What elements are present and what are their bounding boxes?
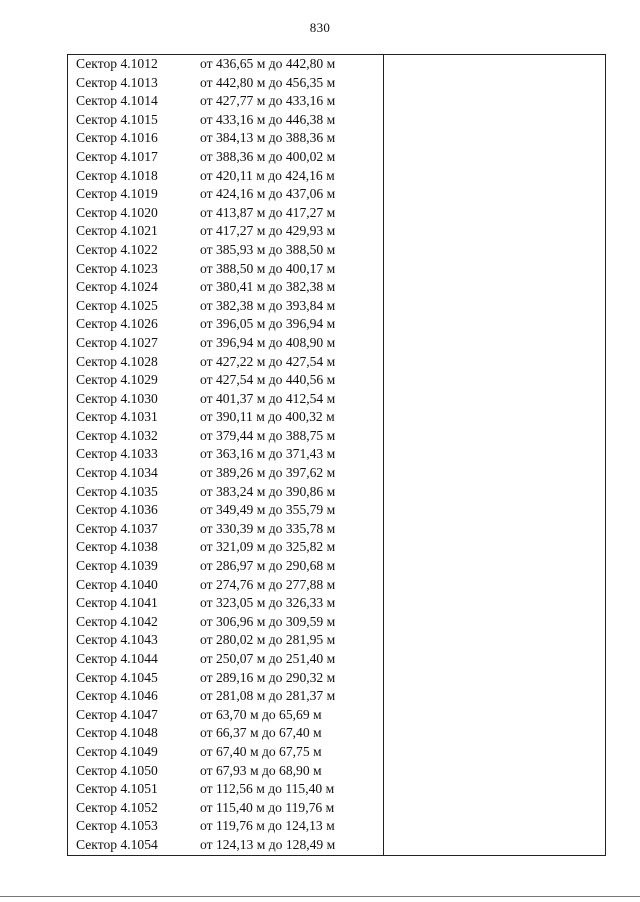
sector-name: Сектор 4.1018 (76, 167, 158, 183)
table-row (68, 297, 606, 316)
sector-cell (68, 297, 384, 316)
empty-cell (384, 557, 606, 576)
sector-name: Сектор 4.1047 (76, 706, 158, 722)
empty-cell (384, 501, 606, 520)
sector-name: Сектор 4.1052 (76, 799, 158, 815)
table-row (68, 241, 606, 260)
table-row (68, 520, 606, 539)
empty-cell (384, 148, 606, 167)
sector-cell (68, 241, 384, 260)
table-row (68, 464, 606, 483)
sector-range: от 396,94 м до 408,90 м (200, 334, 336, 350)
table-row (68, 762, 606, 781)
empty-cell (384, 576, 606, 595)
sector-name: Сектор 4.1038 (76, 539, 158, 555)
sector-range: от 274,76 м до 277,88 м (200, 576, 336, 592)
sector-name: Сектор 4.1031 (76, 409, 158, 425)
sector-cell (68, 464, 384, 483)
sector-cell (68, 631, 384, 650)
empty-cell (384, 408, 606, 427)
empty-cell (384, 111, 606, 130)
sector-name: Сектор 4.1015 (76, 111, 158, 127)
table-row (68, 780, 606, 799)
sector-cell (68, 353, 384, 372)
sector-range: от 306,96 м до 309,59 м (200, 613, 336, 629)
sector-range: от 442,80 м до 456,35 м (200, 74, 336, 90)
sector-name: Сектор 4.1029 (76, 372, 158, 388)
sector-cell (68, 520, 384, 539)
empty-cell (384, 427, 606, 446)
sector-name: Сектор 4.1054 (76, 836, 158, 852)
table-row (68, 483, 606, 502)
table-row (68, 204, 606, 223)
table-row (68, 445, 606, 464)
sector-cell (68, 408, 384, 427)
empty-cell (384, 241, 606, 260)
empty-cell (384, 185, 606, 204)
sector-name: Сектор 4.1024 (76, 279, 158, 295)
table-row (68, 427, 606, 446)
sector-name: Сектор 4.1034 (76, 465, 158, 481)
empty-cell (384, 445, 606, 464)
sector-range: от 401,37 м до 412,54 м (200, 390, 336, 406)
table-row (68, 613, 606, 632)
sector-range: от 63,70 м до 65,69 м (200, 706, 322, 722)
sector-name: Сектор 4.1050 (76, 762, 158, 778)
empty-cell (384, 74, 606, 93)
sector-name: Сектор 4.1039 (76, 558, 158, 574)
sector-range: от 427,77 м до 433,16 м (200, 93, 336, 109)
table-row (68, 334, 606, 353)
sector-cell (68, 111, 384, 130)
sector-cell (68, 334, 384, 353)
empty-cell (384, 613, 606, 632)
sector-range: от 379,44 м до 388,75 м (200, 427, 336, 443)
sector-range: от 433,16 м до 446,38 м (200, 111, 336, 127)
sector-range: от 349,49 м до 355,79 м (200, 502, 336, 518)
empty-cell (384, 390, 606, 409)
sector-range: от 396,05 м до 396,94 м (200, 316, 336, 332)
table-row (68, 743, 606, 762)
sector-name: Сектор 4.1049 (76, 743, 158, 759)
empty-cell (384, 836, 606, 855)
sector-name: Сектор 4.1042 (76, 613, 158, 629)
sector-cell (68, 55, 384, 74)
table-row (68, 408, 606, 427)
sector-range: от 390,11 м до 400,32 м (200, 409, 335, 425)
sector-cell (68, 129, 384, 148)
sector-range: от 389,26 м до 397,62 м (200, 465, 336, 481)
sector-cell (68, 371, 384, 390)
table-row (68, 167, 606, 186)
empty-cell (384, 631, 606, 650)
sector-cell (68, 390, 384, 409)
sector-cell (68, 762, 384, 781)
sector-cell (68, 222, 384, 241)
table-row (68, 706, 606, 725)
sector-range: от 115,40 м до 119,76 м (200, 799, 335, 815)
sector-name: Сектор 4.1051 (76, 781, 158, 797)
sector-range: от 417,27 м до 429,93 м (200, 223, 336, 239)
sector-range: от 384,13 м до 388,36 м (200, 130, 336, 146)
table-row (68, 222, 606, 241)
table-row (68, 631, 606, 650)
sector-name: Сектор 4.1021 (76, 223, 158, 239)
table-row (68, 538, 606, 557)
sector-name: Сектор 4.1040 (76, 576, 158, 592)
empty-cell (384, 594, 606, 613)
page-bottom-rule (0, 896, 640, 897)
empty-cell (384, 315, 606, 334)
table-row (68, 817, 606, 836)
sector-name: Сектор 4.1033 (76, 446, 158, 462)
sector-range: от 383,24 м до 390,86 м (200, 483, 336, 499)
table-row (68, 390, 606, 409)
table-row (68, 557, 606, 576)
empty-cell (384, 334, 606, 353)
table-row (68, 501, 606, 520)
sector-range: от 289,16 м до 290,32 м (200, 669, 336, 685)
sector-cell (68, 780, 384, 799)
sector-cell (68, 576, 384, 595)
sector-range: от 250,07 м до 251,40 м (200, 651, 336, 666)
table-row (68, 129, 606, 148)
empty-cell (384, 799, 606, 818)
sector-name: Сектор 4.1013 (76, 74, 158, 90)
empty-cell (384, 538, 606, 557)
sector-range: от 436,65 м до 442,80 м (200, 56, 336, 71)
table-row (68, 669, 606, 688)
sector-name: Сектор 4.1037 (76, 520, 158, 536)
sector-cell (68, 669, 384, 688)
sector-range: от 363,16 м до 371,43 м (200, 446, 336, 462)
sector-range: от 66,37 м до 67,40 м (200, 725, 322, 741)
empty-cell (384, 464, 606, 483)
table-row (68, 353, 606, 372)
sector-cell (68, 204, 384, 223)
sector-name: Сектор 4.1027 (76, 334, 158, 350)
sector-cell (68, 799, 384, 818)
sector-range: от 382,38 м до 393,84 м (200, 297, 336, 313)
sector-range: от 280,02 м до 281,95 м (200, 632, 336, 648)
sector-name: Сектор 4.1012 (76, 56, 158, 71)
table-row (68, 836, 606, 855)
empty-cell (384, 167, 606, 186)
sector-name: Сектор 4.1016 (76, 130, 158, 146)
table-row (68, 185, 606, 204)
table-row (68, 650, 606, 669)
sector-cell (68, 724, 384, 743)
sector-name: Сектор 4.1041 (76, 595, 158, 611)
sector-name: Сектор 4.1045 (76, 669, 158, 685)
empty-cell (384, 650, 606, 669)
empty-cell (384, 817, 606, 836)
sector-range: от 67,93 м до 68,90 м (200, 762, 322, 778)
sector-cell (68, 501, 384, 520)
sector-range: от 424,16 м до 437,06 м (200, 186, 336, 202)
table-row (68, 799, 606, 818)
sector-name: Сектор 4.1036 (76, 502, 158, 518)
sector-cell (68, 817, 384, 836)
sector-name: Сектор 4.1043 (76, 632, 158, 648)
sector-cell (68, 557, 384, 576)
sector-cell (68, 92, 384, 111)
empty-cell (384, 204, 606, 223)
sector-name: Сектор 4.1025 (76, 297, 158, 313)
table-row (68, 55, 606, 74)
sector-name: Сектор 4.1032 (76, 427, 158, 443)
empty-cell (384, 278, 606, 297)
sector-cell (68, 427, 384, 446)
sector-name: Сектор 4.1026 (76, 316, 158, 332)
empty-cell (384, 724, 606, 743)
empty-cell (384, 222, 606, 241)
sector-name: Сектор 4.1017 (76, 148, 158, 164)
sector-cell (68, 706, 384, 725)
page-number: 830 (309, 20, 331, 35)
sector-range: от 388,36 м до 400,02 м (200, 148, 336, 164)
sector-range: от 112,56 м до 115,40 м (200, 781, 335, 797)
empty-cell (384, 520, 606, 539)
sector-range: от 413,87 м до 417,27 м (200, 204, 336, 220)
empty-cell (384, 483, 606, 502)
table-row (68, 111, 606, 130)
sector-range: от 380,41 м до 382,38 м (200, 279, 336, 295)
table-row (68, 576, 606, 595)
empty-cell (384, 92, 606, 111)
sector-name: Сектор 4.1022 (76, 241, 158, 257)
sector-cell (68, 483, 384, 502)
sector-name: Сектор 4.1014 (76, 93, 158, 109)
sector-name: Сектор 4.1030 (76, 390, 158, 406)
sector-name: Сектор 4.1048 (76, 725, 158, 741)
sector-range: от 330,39 м до 335,78 м (200, 520, 336, 536)
sector-cell (68, 185, 384, 204)
sector-cell (68, 315, 384, 334)
sector-range: от 286,97 м до 290,68 м (200, 558, 336, 574)
empty-cell (384, 669, 606, 688)
table-row (68, 687, 606, 706)
sector-cell (68, 445, 384, 464)
empty-cell (384, 687, 606, 706)
sector-name: Сектор 4.1023 (76, 260, 158, 276)
sector-range: от 321,09 м до 325,82 м (200, 539, 336, 555)
table-row (68, 92, 606, 111)
sector-range: от 124,13 м до 128,49 м (200, 836, 336, 852)
sector-range: от 323,05 м до 326,33 м (200, 595, 336, 611)
sector-range: от 420,11 м до 424,16 м (200, 167, 335, 183)
table-row (68, 148, 606, 167)
sector-cell (68, 650, 384, 669)
table-row (68, 724, 606, 743)
table-row (68, 278, 606, 297)
table-row (68, 594, 606, 613)
sector-range: от 119,76 м до 124,13 м (200, 818, 335, 834)
sector-cell (68, 260, 384, 279)
sector-range: от 427,22 м до 427,54 м (200, 353, 336, 369)
sector-cell (68, 687, 384, 706)
empty-cell (384, 743, 606, 762)
empty-cell (384, 129, 606, 148)
sector-range: от 385,93 м до 388,50 м (200, 241, 336, 257)
sector-cell (68, 74, 384, 93)
empty-cell (384, 780, 606, 799)
sector-table-body (68, 55, 606, 856)
sector-cell (68, 743, 384, 762)
sector-name: Сектор 4.1044 (76, 651, 158, 666)
empty-cell (384, 55, 606, 74)
empty-cell (384, 762, 606, 781)
sector-cell (68, 594, 384, 613)
sector-name: Сектор 4.1035 (76, 483, 158, 499)
sector-name: Сектор 4.1053 (76, 818, 158, 834)
sector-range: от 427,54 м до 440,56 м (200, 372, 336, 388)
sector-cell (68, 148, 384, 167)
empty-cell (384, 297, 606, 316)
sector-name: Сектор 4.1028 (76, 353, 158, 369)
table-row (68, 74, 606, 93)
sector-range: от 281,08 м до 281,37 м (200, 688, 336, 704)
sector-cell (68, 278, 384, 297)
sector-name: Сектор 4.1020 (76, 204, 158, 220)
empty-cell (384, 706, 606, 725)
table-row (68, 260, 606, 279)
sector-cell (68, 836, 384, 855)
sector-name: Сектор 4.1019 (76, 186, 158, 202)
sector-cell (68, 538, 384, 557)
sector-table (67, 54, 606, 856)
sector-range: от 388,50 м до 400,17 м (200, 260, 336, 276)
table-row (68, 315, 606, 334)
empty-cell (384, 371, 606, 390)
sector-name: Сектор 4.1046 (76, 688, 158, 704)
sector-range: от 67,40 м до 67,75 м (200, 743, 322, 759)
empty-cell (384, 260, 606, 279)
sector-cell (68, 167, 384, 186)
table-row (68, 371, 606, 390)
empty-cell (384, 353, 606, 372)
sector-cell (68, 613, 384, 632)
